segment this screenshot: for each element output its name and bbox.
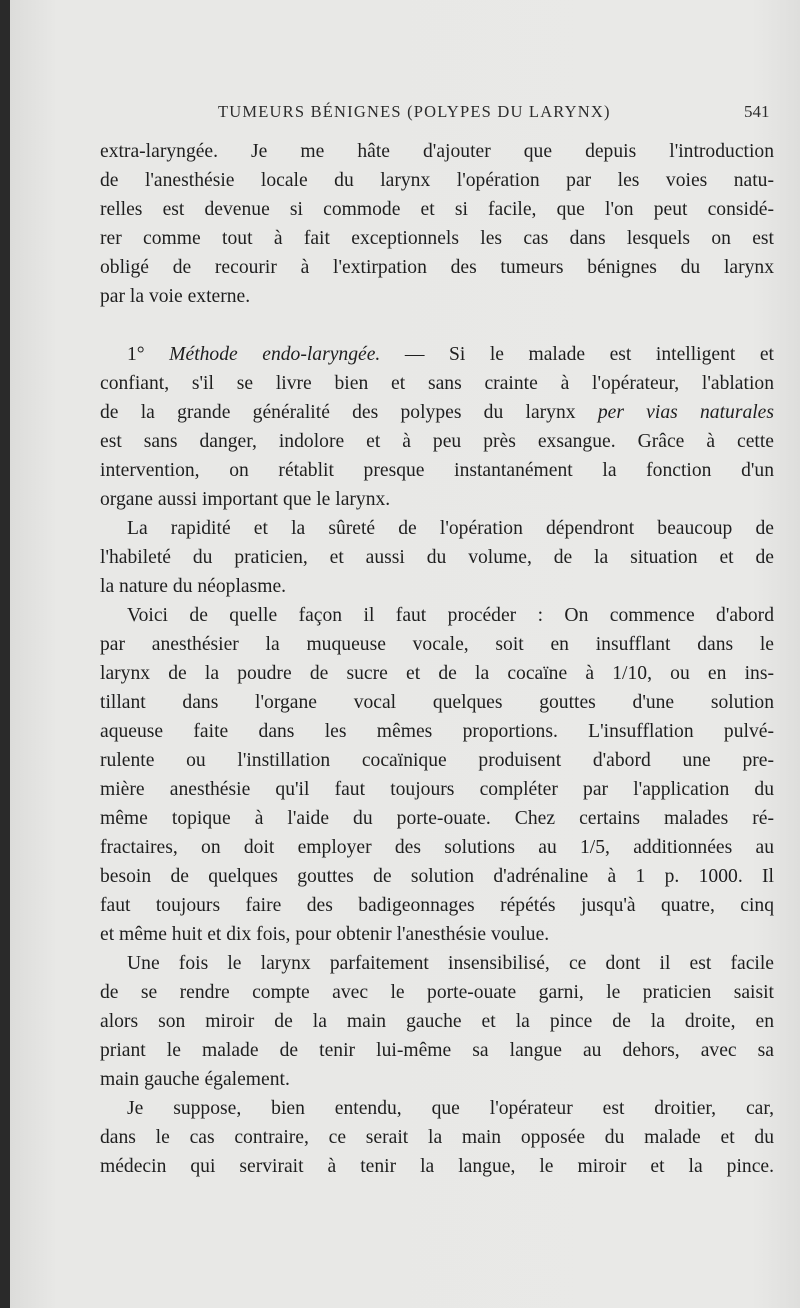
text-line: est sans danger, indolore et à peu près exsangue. Grâce à cette: [100, 431, 774, 452]
text-line: besoin de quelques gouttes de solution d'adrénaline à 1 p. 1000. Il: [100, 866, 774, 887]
text-line: Une fois le larynx parfaitement insensibilisé, ce dont il est facile: [127, 953, 774, 974]
text-line: par la voie externe.: [100, 286, 251, 307]
text-line: rulente ou l'instillation cocaïnique produisent d'abord une pre-: [100, 750, 774, 771]
text-line: l'habileté du praticien, et aussi du volume, de la situation et de: [100, 547, 774, 568]
text-line: La rapidité et la sûreté de l'opération dépendront beaucoup de: [127, 518, 774, 539]
text-line: [100, 398, 774, 427]
paragraph-gap: [100, 311, 774, 340]
text-line: Je suppose, bien entendu, que l'opérateur est droitier, car,: [127, 1098, 774, 1119]
text-line: larynx de la poudre de sucre et de la cocaïne à 1/10, ou en ins-: [100, 663, 774, 684]
text-line: obligé de recourir à l'extirpation des tumeurs bénignes du larynx: [100, 257, 774, 278]
latin-phrase: per vias naturales: [597, 402, 775, 423]
text-line: intervention, on rétablit presque instantanément la fonction d'un: [100, 460, 774, 481]
section-number: 1°: [127, 344, 170, 365]
text-line: médecin qui servirait à tenir la langue, le miroir et la pince.: [100, 1156, 774, 1177]
text-line: rer comme tout à fait exceptionnels les cas dans lesquels on est: [100, 228, 774, 249]
text-line: dans le cas contraire, ce serait la main opposée du malade et du: [100, 1127, 774, 1148]
text-line: faut toujours faire des badigeonnages répétés jusqu'à quatre, cinq: [100, 895, 774, 916]
text-line: priant le malade de tenir lui-même sa langue au dehors, avec sa: [100, 1040, 774, 1061]
text-line: même topique à l'aide du porte-ouate. Chez certains malades ré-: [100, 808, 774, 829]
section-heading-line: [100, 340, 774, 369]
line-text: de la grande généralité des polypes du larynx: [100, 402, 598, 423]
text-line: alors son miroir de la main gauche et la pince de la droite, en: [100, 1011, 774, 1032]
section-text: — Si le malade est intelligent et: [380, 344, 774, 365]
book-page: [10, 0, 800, 1308]
text-line: relles est devenue si commode et si facile, que l'on peut considé-: [100, 199, 774, 220]
page-number: 541: [744, 102, 770, 121]
text-line: aqueuse faite dans les mêmes proportions. L'insufflation pulvé-: [100, 721, 774, 742]
page-body: [100, 137, 774, 1181]
text-line: de l'anesthésie locale du larynx l'opération par les voies natu-: [100, 170, 774, 191]
text-line: mière anesthésie qu'il faut toujours compléter par l'application du: [100, 779, 774, 800]
text-line: organe aussi important que le larynx.: [100, 489, 391, 510]
text-line: tillant dans l'organe vocal quelques gouttes d'une solution: [100, 692, 774, 713]
text-line: de se rendre compte avec le porte-ouate garni, le praticien saisit: [100, 982, 774, 1003]
running-title: TUMEURS BÉNIGNES (POLYPES DU LARYNX): [218, 102, 611, 121]
text-line: par anesthésier la muqueuse vocale, soit en insufflant dans le: [100, 634, 774, 655]
text-line: main gauche également.: [100, 1069, 290, 1090]
text-line: confiant, s'il se livre bien et sans crainte à l'opérateur, l'ablation: [100, 373, 774, 394]
text-line: et même huit et dix fois, pour obtenir l'anesthésie voulue.: [100, 924, 550, 945]
section-title: Méthode endo-laryngée.: [169, 344, 381, 365]
text-line: Voici de quelle façon il faut procéder : On commence d'abord: [127, 605, 774, 626]
text-line: fractaires, on doit employer des solutions au 1/5, additionnées au: [100, 837, 774, 858]
text-line: extra-laryngée. Je me hâte d'ajouter que depuis l'introduction: [100, 141, 774, 162]
text-line: la nature du néoplasme.: [100, 576, 287, 597]
